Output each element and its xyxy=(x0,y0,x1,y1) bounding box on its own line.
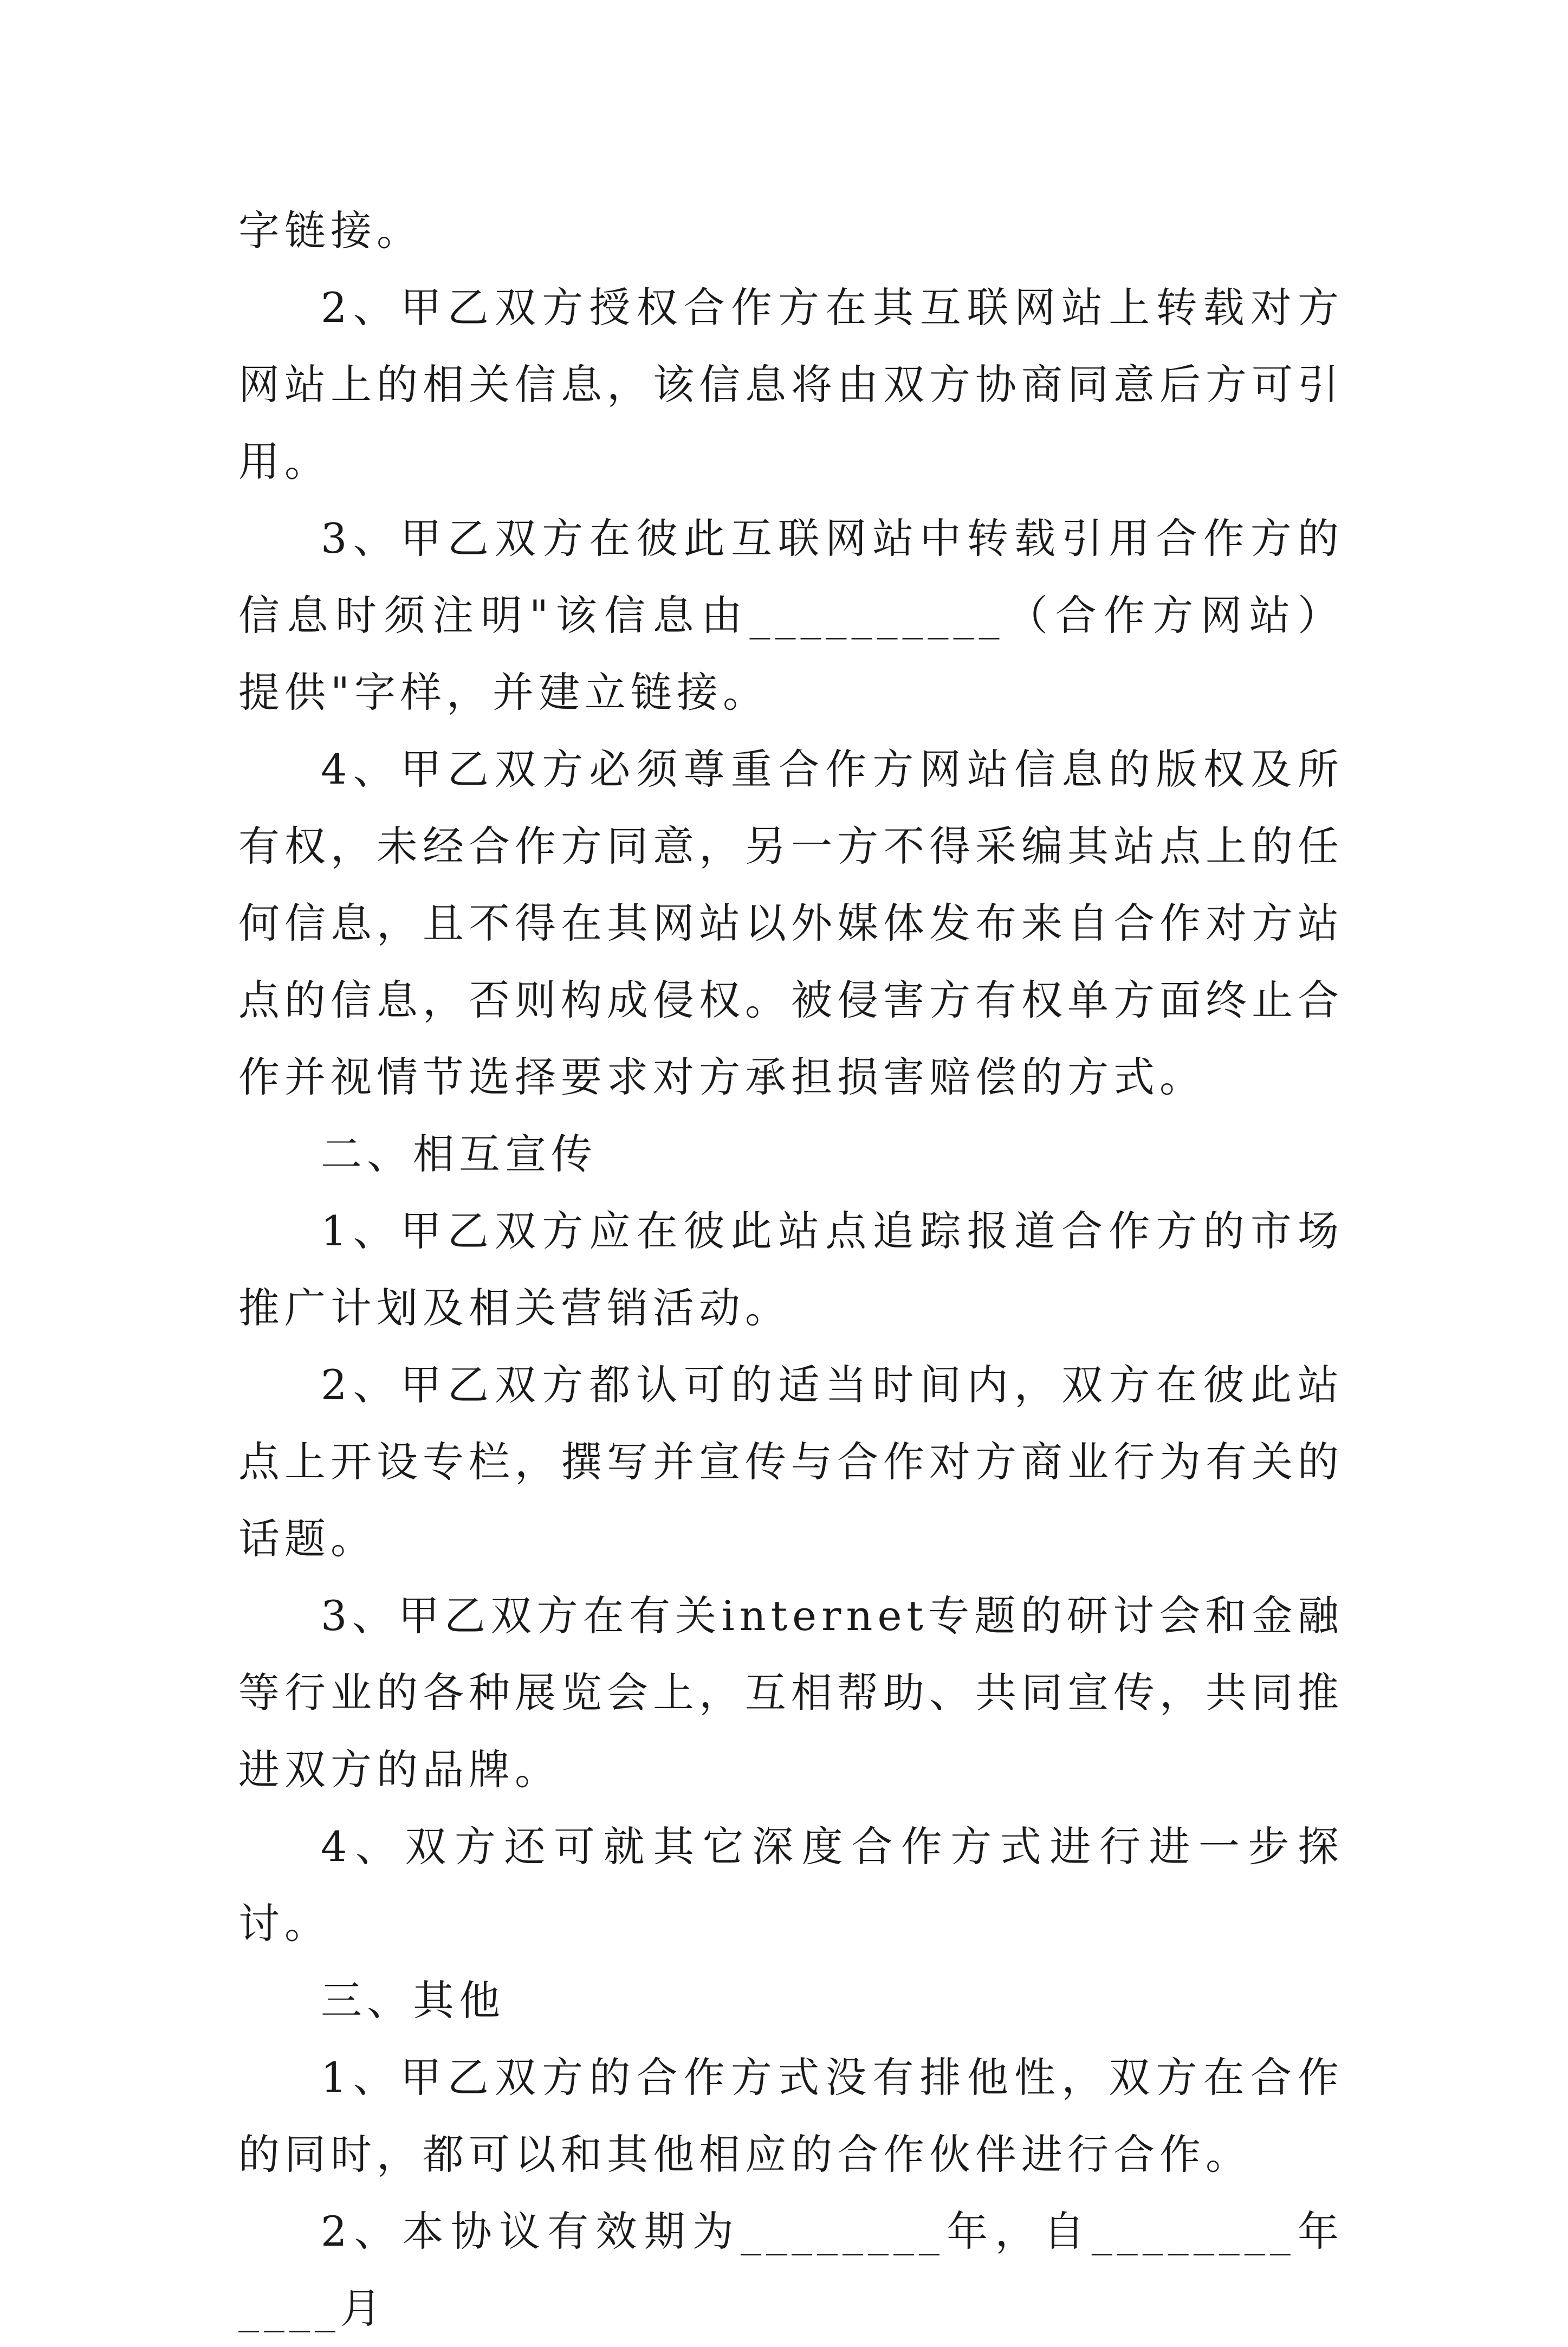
section-heading: 二、相互宣传 xyxy=(321,1130,597,1178)
paragraph: 1、甲乙双方应在彼此站点追踪报道合作方的市场推广计划及相关营销活动。 xyxy=(238,1207,1344,1332)
paragraph: 2、本协议有效期为________年，自________年____月 xyxy=(238,2207,1344,2332)
paragraph: 4、甲乙双方必须尊重合作方网站信息的版权及所有权，未经合作方同意，另一方不得采编其站点上的任何信息，且不得在其网站以外媒体发布来自合作对方站点的信息，否则构成侵权。被侵害方有权单方面终止合作并视情节选择要求对方承担损害赔偿的方式。 xyxy=(238,745,1344,1101)
paragraph: 4、双方还可就其它深度合作方式进行进一步探讨。 xyxy=(238,1822,1344,1948)
paragraph: 字链接。 xyxy=(238,206,423,255)
paragraph: 1、甲乙双方的合作方式没有排他性，双方在合作的同时，都可以和其他相应的合作伙伴进行合作。 xyxy=(238,2053,1344,2178)
document-body xyxy=(238,192,1344,2347)
section-heading: 三、其他 xyxy=(321,1976,505,2025)
paragraph: 2、甲乙双方都认可的适当时间内，双方在彼此站点上开设专栏，撰写并宣传与合作对方商业行为有关的话题。 xyxy=(238,1361,1344,1563)
paragraph: 3、甲乙双方在彼此互联网站中转载引用合作方的信息时须注明"该信息由__________（合作方网站）提供"字样，并建立链接。 xyxy=(238,514,1344,716)
paragraph: 2、甲乙双方授权合作方在其互联网站上转载对方网站上的相关信息，该信息将由双方协商同意后方可引用。 xyxy=(238,283,1344,486)
paragraph: 3、甲乙双方在有关internet专题的研讨会和金融等行业的各种展览会上，互相帮助、共同宣传，共同推进双方的品牌。 xyxy=(238,1592,1344,1794)
